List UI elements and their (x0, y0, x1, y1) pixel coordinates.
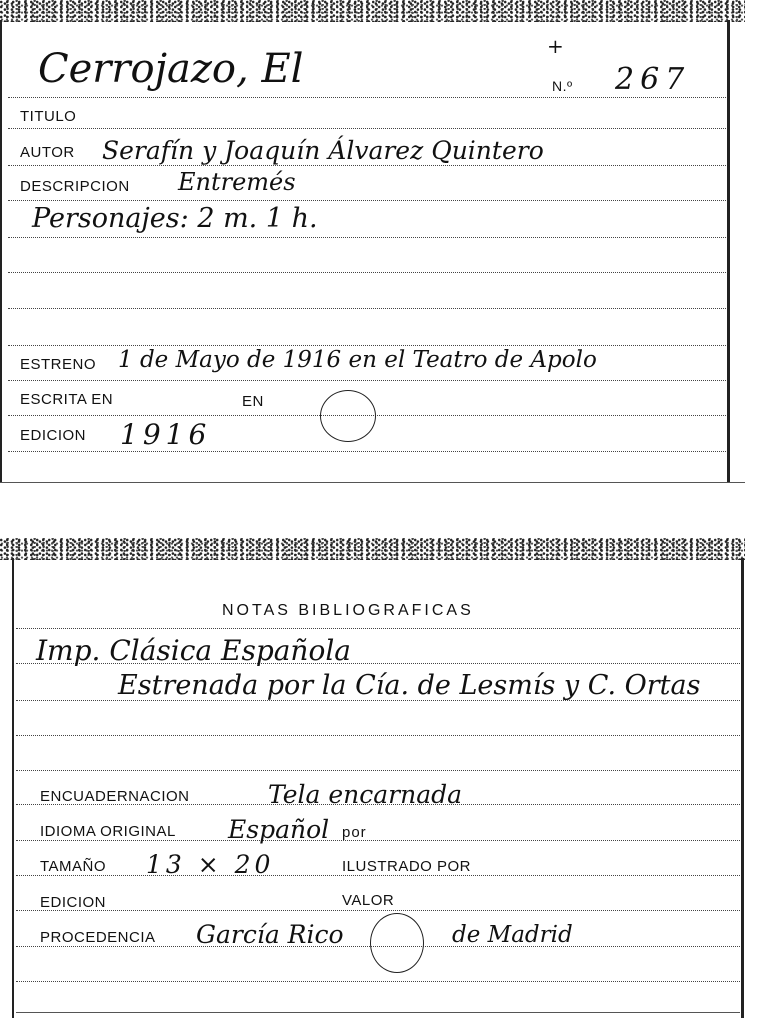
ruled-line (8, 200, 726, 201)
ruled-line (8, 380, 726, 381)
ruled-line (16, 981, 740, 982)
stamp-circle (320, 390, 376, 442)
idioma-original-label: IDIOMA ORIGINAL (40, 823, 176, 840)
por-label: por (342, 824, 367, 841)
ruled-line (8, 451, 726, 452)
estreno-label: ESTRENO (20, 356, 97, 373)
edicion-label: EDICION (40, 894, 107, 911)
number-value: 267 (615, 62, 691, 97)
stamp-circle (370, 913, 424, 973)
card-left-border (12, 558, 14, 1018)
card-bottom-edge (0, 482, 745, 483)
estreno-value: 1 de Mayo de 1916 en el Teatro de Apolo (118, 347, 597, 373)
procedencia-place: de Madrid (452, 922, 573, 948)
ruled-line (8, 128, 726, 129)
encuadernacion-label: ENCUADERNACION (40, 788, 190, 805)
autor-value: Serafín y Joaquín Álvarez Quintero (102, 136, 544, 165)
idioma-original-value: Español (228, 815, 330, 844)
encuadernacion-value: Tela encarnada (268, 780, 463, 809)
ilustrado-por-label: ILUSTRADO POR (342, 858, 472, 875)
card-right-border (727, 20, 730, 482)
valor-label: VALOR (342, 892, 395, 909)
edicion-value: 1916 (120, 418, 212, 451)
titulo-label: TITULO (20, 108, 77, 125)
catalog-card-bottom (0, 538, 745, 1018)
ruled-line (8, 237, 726, 238)
ruled-line (16, 840, 740, 841)
tamano-label: TAMAÑO (40, 858, 107, 875)
personajes-value: Personajes: 2 m. 1 h. (32, 203, 318, 234)
en-label: EN (242, 393, 264, 410)
procedencia-label: PROCEDENCIA (40, 929, 156, 946)
scan-noise-top (0, 0, 745, 22)
ruled-line (8, 165, 726, 166)
descripcion-value: Entremés (178, 168, 296, 196)
tamano-value: 13 × 20 (146, 850, 275, 879)
note-line-2: Estrenada por la Cía. de Lesmís y C. Ortas (118, 670, 701, 701)
catalog-card-top (0, 0, 745, 492)
notas-heading: NOTAS BIBLIOGRAFICAS (222, 602, 474, 619)
ruled-line (8, 272, 726, 273)
procedencia-value: García Rico (196, 920, 344, 949)
descripcion-label: DESCRIPCION (20, 178, 130, 195)
ruled-line (8, 97, 726, 98)
escrita-en-label: ESCRITA EN (20, 391, 114, 408)
title-value: Cerrojazo, El (38, 46, 304, 92)
card-bottom-edge (16, 1012, 740, 1013)
ruled-line (16, 628, 740, 629)
ruled-line (8, 308, 726, 309)
autor-label: AUTOR (20, 144, 75, 161)
number-label: N.º (552, 78, 573, 94)
scan-noise-bottom (0, 538, 745, 560)
edicion-label: EDICION (20, 427, 87, 444)
ruled-line (16, 770, 740, 771)
ruled-line (16, 910, 740, 911)
ruled-line (16, 875, 740, 876)
cross-mark: + (547, 34, 564, 58)
ruled-line (8, 345, 726, 346)
ruled-line (16, 735, 740, 736)
note-line-1: Imp. Clásica Española (36, 634, 351, 667)
card-left-border (0, 20, 2, 482)
card-right-border (741, 558, 744, 1018)
